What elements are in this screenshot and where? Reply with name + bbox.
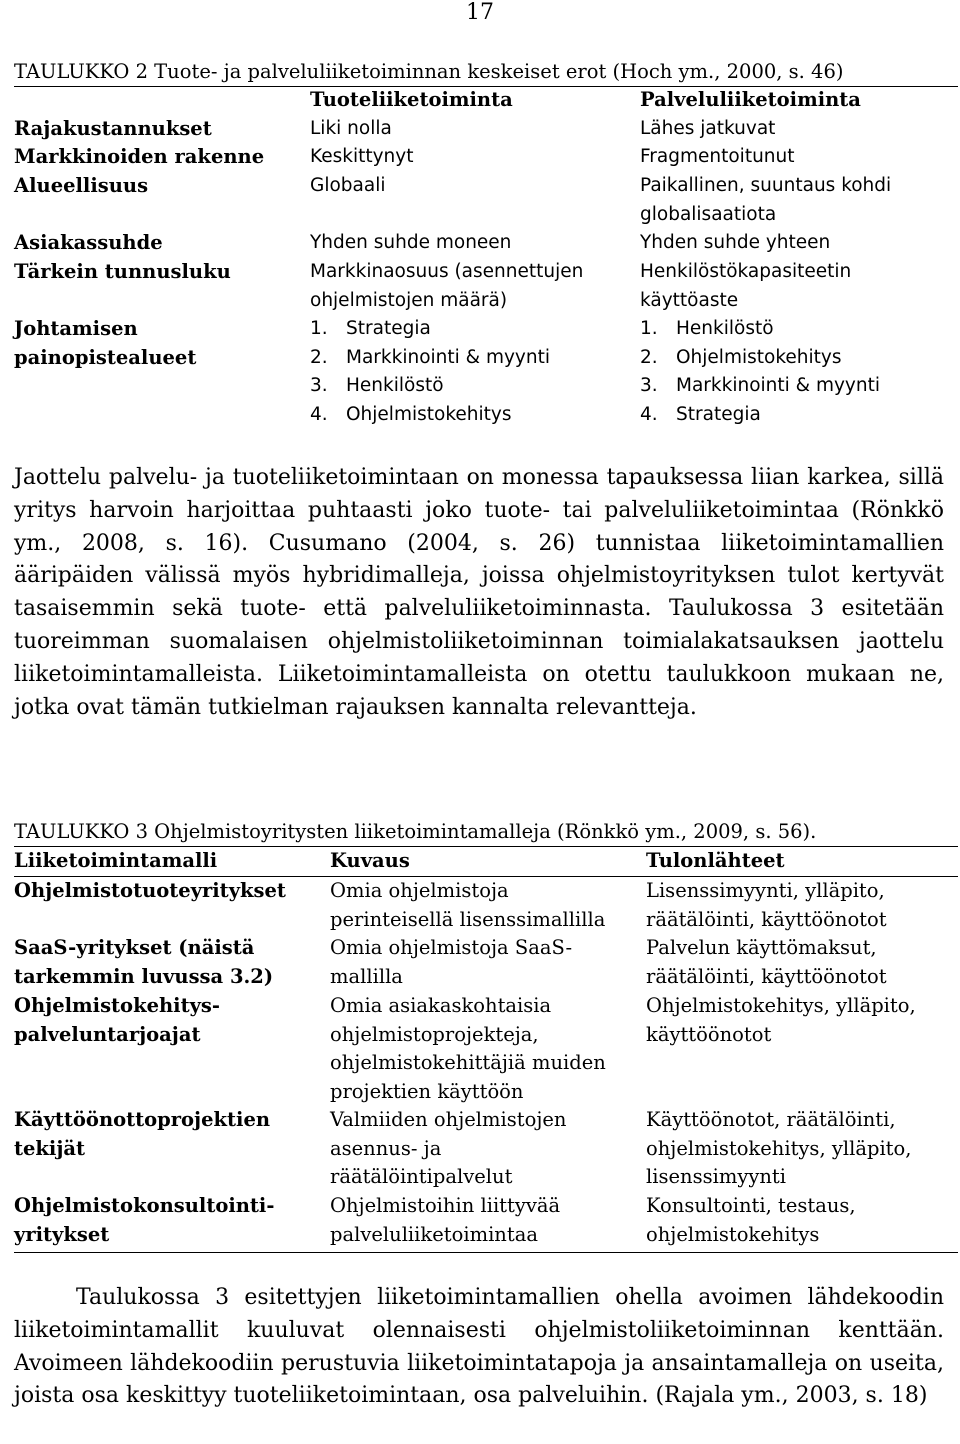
cell-line: Valmiiden ohjelmistojen [330, 1108, 567, 1131]
table-2-header-product: Tuoteliiketoiminta [310, 88, 513, 111]
cell-line: Palvelun käyttömaksut, [646, 936, 877, 959]
cell-line: Käyttöönottoprojektien [14, 1108, 271, 1131]
list-item [310, 344, 550, 373]
cell-line: Omia ohjelmistoja SaaS- [330, 936, 573, 959]
table-2-row-product [310, 258, 583, 315]
table-2-focus-service-list [640, 315, 880, 429]
list-text: Markkinointi & myynti [676, 375, 880, 396]
table-3-row-income [646, 1106, 911, 1192]
cell-line: räätälöinti, käyttöönotot [646, 907, 887, 931]
table-3-row-income [646, 934, 887, 991]
cell-line: lisenssimyynti [646, 1165, 786, 1188]
table-2-row-label: Tärkein tunnusluku [14, 260, 231, 283]
cell-line: projektien käyttöön [330, 1079, 524, 1103]
list-text: Strategia [346, 318, 431, 339]
cell-line: käyttöönotot [646, 1022, 772, 1046]
cell-line: räätälöinti, käyttöönotot [646, 964, 887, 988]
cell-line: SaaS-yritykset (näistä [14, 936, 255, 959]
cell-line: Konsultointi, testaus, [646, 1194, 856, 1217]
list-number: 3. [310, 375, 328, 396]
table-2-row-service: Yhden suhde yhteen [640, 232, 831, 253]
table-2-focus-product-list [310, 315, 550, 429]
text-line: Taulukossa 3 esitettyjen liiketoimintamallien ohella avoimen lähdekoodin [76, 1285, 944, 1310]
table-2-row-label: Asiakassuhde [14, 231, 163, 254]
list-text: Strategia [676, 403, 761, 425]
list-text: Henkilöstö [676, 318, 774, 339]
table-2-row-product: Keskittynyt [310, 146, 414, 167]
text-line: Jaottelu palvelu- ja tuoteliiketoimintaan on monessa tapauksessa liian [14, 465, 800, 490]
cell-line: ohjelmistojen määrä) [310, 289, 508, 311]
table-2-row-service [640, 258, 851, 315]
list-item [310, 315, 550, 344]
table-3-row-description [330, 1192, 560, 1249]
cell-line: käyttöaste [640, 289, 739, 311]
table-3-caption: TAULUKKO 3 Ohjelmistoyritysten liiketoimintamalleja (Rönkkö ym., 2009, s. 56). [14, 820, 817, 843]
text-line: 2003, s. 18) [795, 1383, 928, 1409]
cell-line: palveluliiketoimintaa [330, 1222, 538, 1246]
table-3-header-model: Liiketoimintamalli [14, 849, 218, 872]
text-line: ohjelmistoyrityksen tulot kertyvät tasaisemmin sekä tuote- että [14, 563, 945, 622]
text-line: tutkielman rajauksen kannalta relevantteja. [208, 694, 697, 720]
cell-line: Lisenssimyynti, ylläpito, [646, 879, 885, 902]
cell-line: Ohjelmistokonsultointi- [14, 1194, 275, 1217]
cell-line: Omia asiakaskohtaisia [330, 994, 552, 1017]
text-line: palveluliiketoimintaa (Rönkkö ym., 2008, s. 16). Cusumano (2004, s. 26) [14, 497, 945, 556]
cell-line: perinteisellä lisenssimallilla [330, 907, 606, 931]
table-2-row-service [640, 172, 891, 229]
body-paragraph-2 [14, 1282, 944, 1413]
cell-line: Käyttöönotot, räätälöinti, [646, 1108, 896, 1131]
list-number: 3. [640, 375, 658, 396]
list-number: 2. [310, 346, 328, 368]
table-3-row-model [14, 934, 273, 991]
text-line: karkea, sillä yritys harvoin harjoittaa puhtaasti joko tuote- tai [14, 465, 945, 523]
table-3-row-model [14, 1106, 270, 1163]
table-3-bottom-rule [14, 1252, 958, 1253]
table-3-row-income [646, 992, 916, 1049]
table-3-header-description: Kuvaus [330, 849, 410, 872]
cell-line: räätälöintipalvelut [330, 1165, 513, 1188]
table-2-row-label: Markkinoiden rakenne [14, 145, 265, 168]
cell-line: ohjelmistokehitys, ylläpito, [646, 1136, 912, 1160]
cell-line: palveluntarjoajat [14, 1022, 201, 1046]
text-line: palveluliiketoiminnasta. Taulukossa 3 esitetään tuoreimman suomalaisen [14, 596, 944, 654]
cell-line: Henkilöstökapasiteetin [640, 261, 852, 282]
cell-line: Ohjelmistokehitys- [14, 994, 220, 1017]
table-3-header-income: Tulonlähteet [646, 849, 785, 872]
text-line: tunnistaa liiketoimintamallien ääripäiden välissä myös hybridimalleja, joissa [14, 530, 945, 589]
table-3-row-description [330, 877, 605, 934]
list-item [310, 401, 550, 430]
cell-line: Paikallinen, suuntaus kohdi [640, 175, 892, 196]
table-2-caption: TAULUKKO 2 Tuote- ja palveluliiketoiminnan keskeiset erot (Hoch ym., 2000, s. 46) [14, 60, 844, 83]
table-3-row-description [330, 992, 606, 1106]
list-item [640, 315, 880, 344]
text-line: ohjelmistoliiketoiminnan toimialakatsauksen jaottelu liiketoimintamalleista. [14, 628, 945, 687]
table-2-header-service: Palveluliiketoiminta [640, 88, 861, 111]
cell-line: Ohjelmistotuoteyritykset [14, 879, 286, 902]
list-number: 1. [640, 318, 658, 339]
list-number: 4. [640, 403, 658, 425]
list-item [310, 372, 550, 401]
cell-line: painopistealueet [14, 345, 197, 369]
cell-line: Omia ohjelmistoja [330, 879, 509, 902]
table-3-row-description [330, 1106, 566, 1192]
list-number: 4. [310, 403, 328, 425]
cell-line: ohjelmistokehitys [646, 1222, 820, 1246]
cell-line: mallilla [330, 964, 403, 988]
table-2-row-product: Liki nolla [310, 118, 392, 139]
list-item [640, 344, 880, 373]
table-2-row-label [14, 315, 196, 372]
table-2-row-service: Fragmentoitunut [640, 146, 795, 167]
list-text: Henkilöstö [346, 375, 444, 396]
table-2-row-product: Globaali [310, 175, 386, 196]
list-item [640, 401, 880, 430]
list-text: Markkinointi & myynti [346, 346, 550, 368]
list-text: Ohjelmistokehitys [346, 403, 512, 425]
cell-line: yritykset [14, 1222, 110, 1246]
table-2-row-label: Rajakustannukset [14, 117, 212, 140]
cell-line: globalisaatiota [640, 203, 777, 225]
list-text: Ohjelmistokehitys [676, 346, 842, 368]
cell-line: Ohjelmistoihin liittyvää [330, 1194, 561, 1217]
list-number: 2. [640, 346, 658, 368]
table-3-row-description [330, 934, 572, 991]
cell-line: Markkinaosuus (asennettujen [310, 261, 584, 282]
body-paragraph-1 [14, 462, 944, 724]
list-number: 1. [310, 318, 328, 339]
text-line: useita, joista osa keskittyy tuoteliiketoimintaan, osa palveluihin. (Rajala ym., [14, 1350, 944, 1409]
cell-line: Ohjelmistokehitys, ylläpito, [646, 994, 916, 1017]
table-2-row-product: Yhden suhde moneen [310, 232, 512, 253]
cell-line: Johtamisen [14, 317, 138, 340]
cell-line: tarkemmin luvussa 3.2) [14, 964, 274, 988]
text-line: liiketoimintamallit kuuluvat olennaisesti ohjelmistoliiketoiminnan kenttään. [14, 1317, 944, 1343]
table-2-row-service: Lähes jatkuvat [640, 118, 776, 139]
list-item [640, 372, 880, 401]
cell-line: ohjelmistoprojekteja, [330, 1022, 539, 1046]
cell-line: tekijät [14, 1136, 86, 1160]
cell-line: ohjelmistokehittäjiä muiden [330, 1051, 606, 1074]
text-line: Avoimeen lähdekoodiin perustuvia liiketoimintatapoja ja ansaintamalleja on [14, 1350, 863, 1376]
table-3-row-model [14, 877, 286, 906]
text-line: Liiketoimintamalleista on otettu taulukkoon mukaan ne, jotka ovat tämän [14, 661, 945, 720]
table-3-row-model [14, 992, 220, 1049]
table-3-row-income [646, 1192, 856, 1249]
table-3-row-income [646, 877, 887, 934]
cell-line: asennus- ja [330, 1136, 442, 1160]
table-3-row-model [14, 1192, 274, 1249]
table-2-row-label: Alueellisuus [14, 174, 149, 197]
page-number: 17 [466, 0, 494, 25]
